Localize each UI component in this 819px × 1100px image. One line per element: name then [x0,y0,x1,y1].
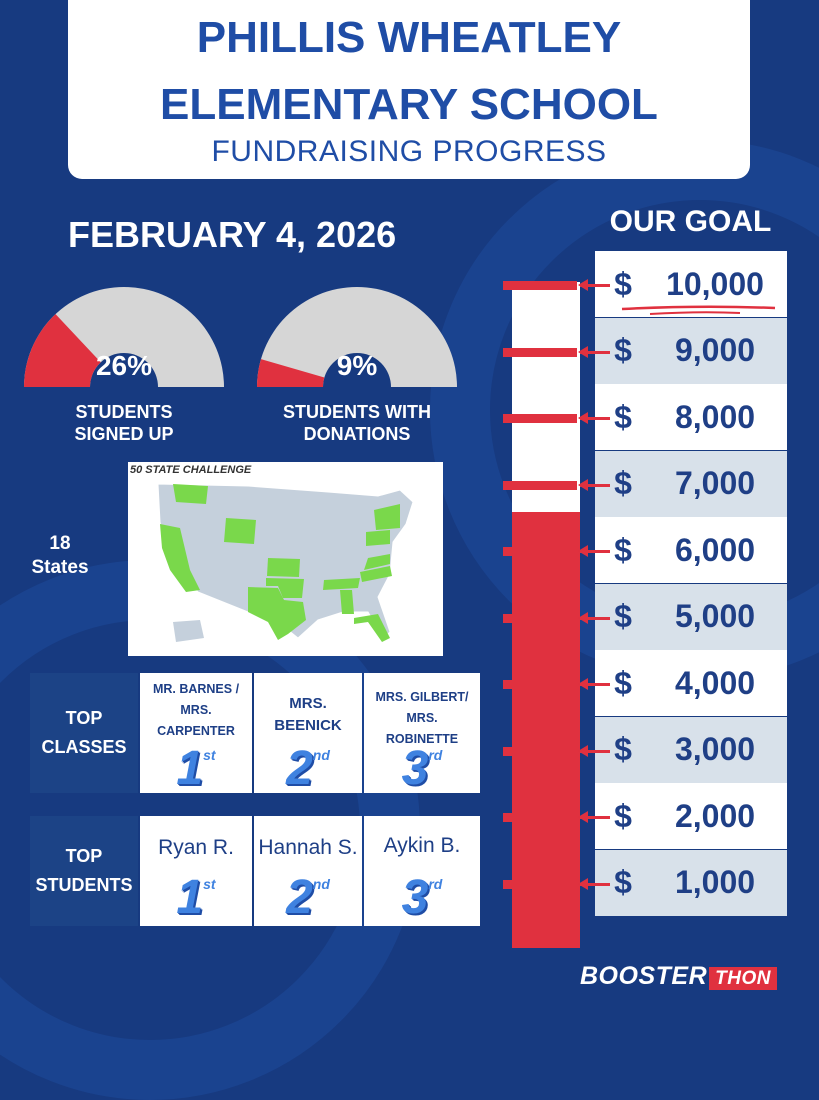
level-arrow [580,816,610,819]
currency-symbol: $ [614,332,632,368]
thermometer-tick [503,813,577,822]
subtitle: FUNDRAISING PROGRESS [211,135,607,168]
goal-amount: 1,000 [674,864,756,900]
currency-symbol: $ [614,531,632,568]
thermometer-tick [503,880,577,889]
top-class-2 [254,673,362,793]
thermometer-tick [503,348,577,357]
student-name: Hannah S. [258,836,358,859]
gauge-percent-signed-up: 26% [95,350,153,381]
label-line: TOP [65,846,103,866]
rank-badge [254,870,362,925]
goal-amount: 9,000 [674,332,756,368]
gauge-label-line: DONATIONS [303,424,411,444]
goal-level-row [595,717,787,783]
rank-suffix: st [203,876,216,892]
boosterthon-logo [580,962,777,991]
goal-level-row [595,517,787,583]
currency-symbol: $ [614,797,632,834]
thermometer-tick [503,680,577,689]
class-name-line: ROBINETTE [385,732,459,746]
rank-number: 2 [286,871,313,924]
class-name-line: BEENICK [274,717,342,734]
level-arrow [580,550,610,553]
goal-amount: 4,000 [674,664,756,701]
currency-symbol: $ [614,398,632,435]
class-name-line: MRS. [406,711,438,725]
currency-symbol: $ [614,465,632,501]
class-name-line: CARPENTER [157,724,235,738]
us-map-graphic [128,462,443,656]
rank-suffix: nd [312,876,330,892]
goal-amount: 2,000 [674,797,756,834]
date-label: FEBRUARY 4, 2026 [68,214,397,255]
state-tn [323,578,360,590]
goal-title: OUR GOAL [609,205,772,238]
states-count [20,532,100,580]
level-arrow [580,683,610,686]
us-map [128,462,443,656]
level-arrow [580,417,610,420]
goal-amount: 5,000 [674,598,756,634]
thermometer-tick [503,614,577,623]
thermometer-empty [512,282,580,512]
school-name-line1: PHILLIS WHEATLEY [196,13,622,62]
gauge-label-donations [257,401,457,445]
map-title: 50 STATE CHALLENGE [130,464,252,476]
goal-level-row [595,783,787,849]
state-wa [173,484,208,504]
rank-badge [140,870,252,925]
level-arrow [580,617,610,620]
goal-level-row [595,584,787,650]
thermometer-tick [503,414,577,423]
currency-symbol: $ [614,664,632,701]
state-pa [366,530,390,546]
label-line: STUDENTS [35,875,133,895]
level-arrow [580,883,610,886]
school-name-line2: ELEMENTARY SCHOOL [160,80,658,129]
states-number: 18 [49,533,71,554]
class-name-line: MRS. [180,703,212,717]
state-ks [267,558,300,577]
thermometer-tick [503,481,577,490]
label-line: CLASSES [41,737,127,757]
student-name: Ryan R. [158,836,234,859]
rank-suffix: nd [312,747,330,763]
rank-suffix: rd [428,747,443,763]
rank-badge [140,741,252,796]
goal-amount: 7,000 [674,465,756,501]
thermometer-tick [503,281,577,290]
states-word: States [31,557,89,578]
goal-level-row [595,318,787,384]
level-arrow [580,484,610,487]
currency-symbol: $ [614,265,632,302]
gauge-label-signed-up [24,401,224,445]
goal-amount: 10,000 [666,265,764,302]
currency-symbol: $ [614,731,632,767]
rank-number: 3 [401,871,429,924]
level-arrow [580,750,610,753]
goal-amount: 6,000 [674,531,756,568]
class-name-line: MR. BARNES / [152,682,240,696]
rank-badge [364,741,480,796]
class-name [254,693,362,737]
top-students-label [30,816,138,926]
rank-number: 3 [401,742,429,795]
thermometer-tick [503,747,577,756]
student-name: Aykin B. [383,834,461,857]
class-name [140,679,252,742]
state-ak [173,620,204,642]
class-name-line: MRS. GILBERT/ [375,690,469,704]
level-arrow [580,284,610,287]
top-class-3 [364,673,480,793]
top-student-1 [140,816,252,926]
rank-badge [364,870,480,925]
rank-suffix: st [203,747,216,763]
goal-amount: 8,000 [674,398,756,435]
gauge-percent-donations: 9% [336,350,378,381]
state-wy [224,518,256,544]
currency-symbol: $ [614,864,632,900]
label-line: TOP [65,708,103,728]
goal-level-row [595,650,787,716]
goal-level-row [595,850,787,916]
rank-number: 1 [176,742,204,795]
gauge-label-line: SIGNED UP [74,424,174,444]
rank-badge [254,741,362,796]
rank-number: 2 [286,742,313,795]
goal-amount: 3,000 [674,731,756,767]
logo-part: BOOSTER [580,962,708,990]
rank-number: 1 [176,871,204,924]
state-al [340,590,354,614]
top-student-2 [254,816,362,926]
header-banner [68,0,750,179]
class-name-line: MRS. [289,695,327,712]
thermometer-tick [503,547,577,556]
level-arrow [580,351,610,354]
gauge-label-line: STUDENTS WITH [283,402,431,422]
goal-level-row [595,451,787,517]
rank-suffix: rd [428,876,443,892]
logo-part: THON [709,967,777,990]
top-classes-label [30,673,138,793]
top-student-3 [364,816,480,926]
gauge-label-line: STUDENTS [75,402,173,422]
top-class-1 [140,673,252,793]
currency-symbol: $ [614,598,632,634]
goal-underline [620,303,780,317]
goal-level-row [595,384,787,450]
